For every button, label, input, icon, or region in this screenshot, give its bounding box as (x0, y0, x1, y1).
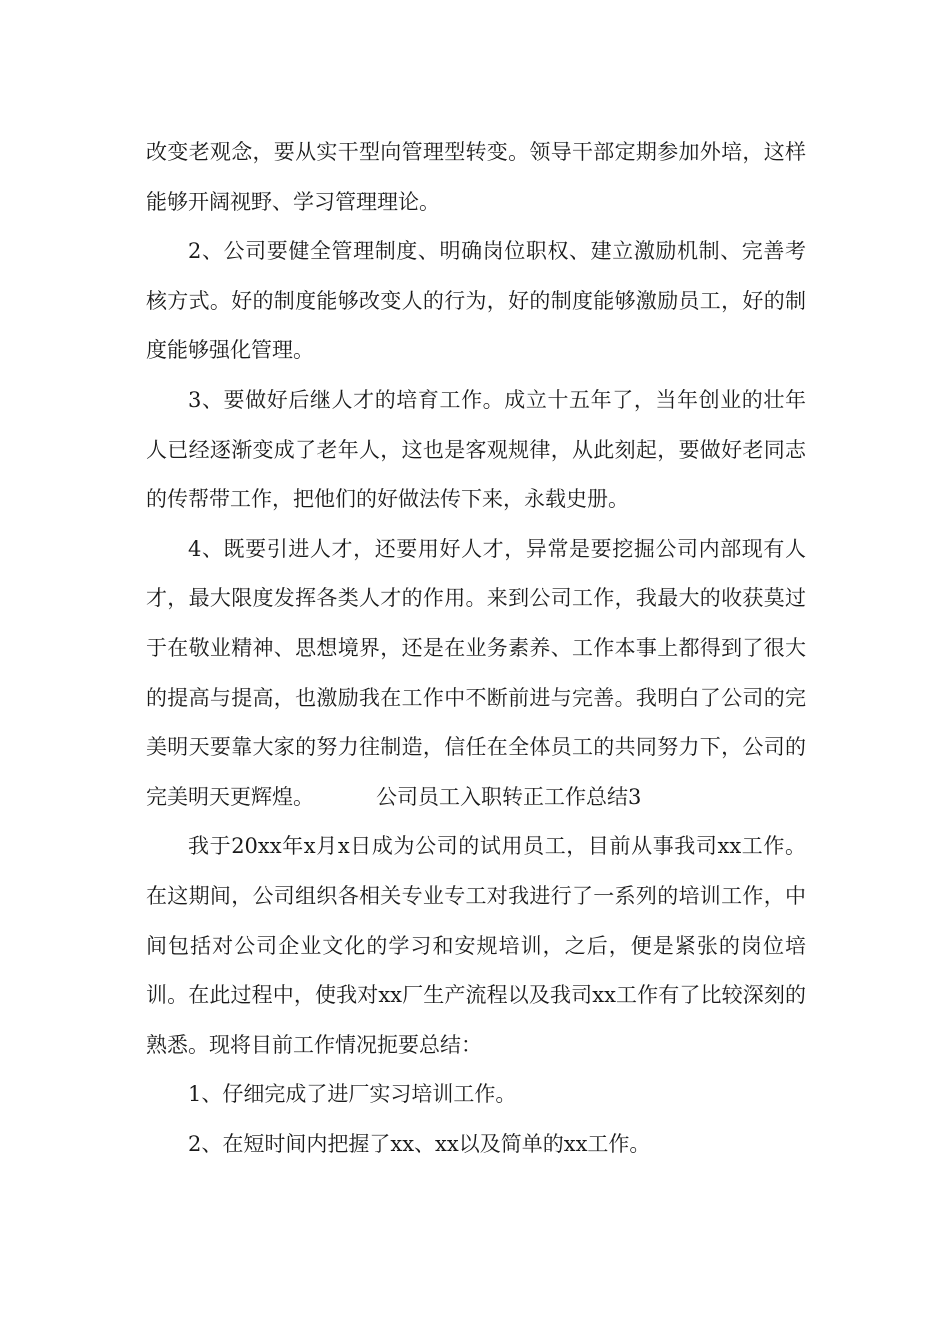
paragraph-5: 我于20xx年x月x日成为公司的试用员工，目前从事我司xx工作。在这期间，公司组织各相关专业专工对我进行了一系列的培训工作，中间包括对公司企业文化的学习和安规培训，之后，便是紧张的岗位培训。在此过程中，使我对xx厂生产流程以及我司xx工作有了比较深刻的熟悉。现将目前工作情况扼要总结： (146, 834, 806, 1057)
section-heading-3: 公司员工入职转正工作总结3 (376, 784, 642, 809)
paragraph-6: 1、仔细完成了进厂实习培训工作。 (188, 1082, 517, 1107)
paragraph-2: 2、公司要健全管理制度、明确岗位职权、建立激励机制、完善考核方式。好的制度能够改变人的行为，好的制度能够激励员工，好的制度能够强化管理。 (146, 239, 806, 363)
paragraph-3: 3、要做好后继人才的培育工作。成立十五年了，当年创业的壮年人已经逐渐变成了老年人，这也是客观规律，从此刻起，要做好老同志的传帮带工作，把他们的好做法传下来，永载史册。 (146, 387, 806, 512)
document-body (146, 128, 806, 1169)
paragraph-4-text: 4、既要引进人才，还要用好人才，异常是要挖掘公司内部现有人才，最大限度发挥各类人才的作用。来到公司工作，我最大的收获莫过于在敬业精神、思想境界，还是在业务素养、工作本事上都得到了很大的提高与提高，也激励我在工作中不断前进与完善。我明白了公司的完美明天要靠大家的努力往制造，信任在全体员工的共同努力下，公司的完美明天更辉煌。 (146, 536, 806, 809)
paragraph-1: 改变老观念，要从实干型向管理型转变。领导干部定期参加外培，这样能够开阔视野、学习管理理论。 (146, 140, 806, 214)
paragraph-7: 2、在短时间内把握了xx、xx以及简单的xx工作。 (188, 1131, 651, 1156)
paragraph-4 (146, 525, 806, 823)
